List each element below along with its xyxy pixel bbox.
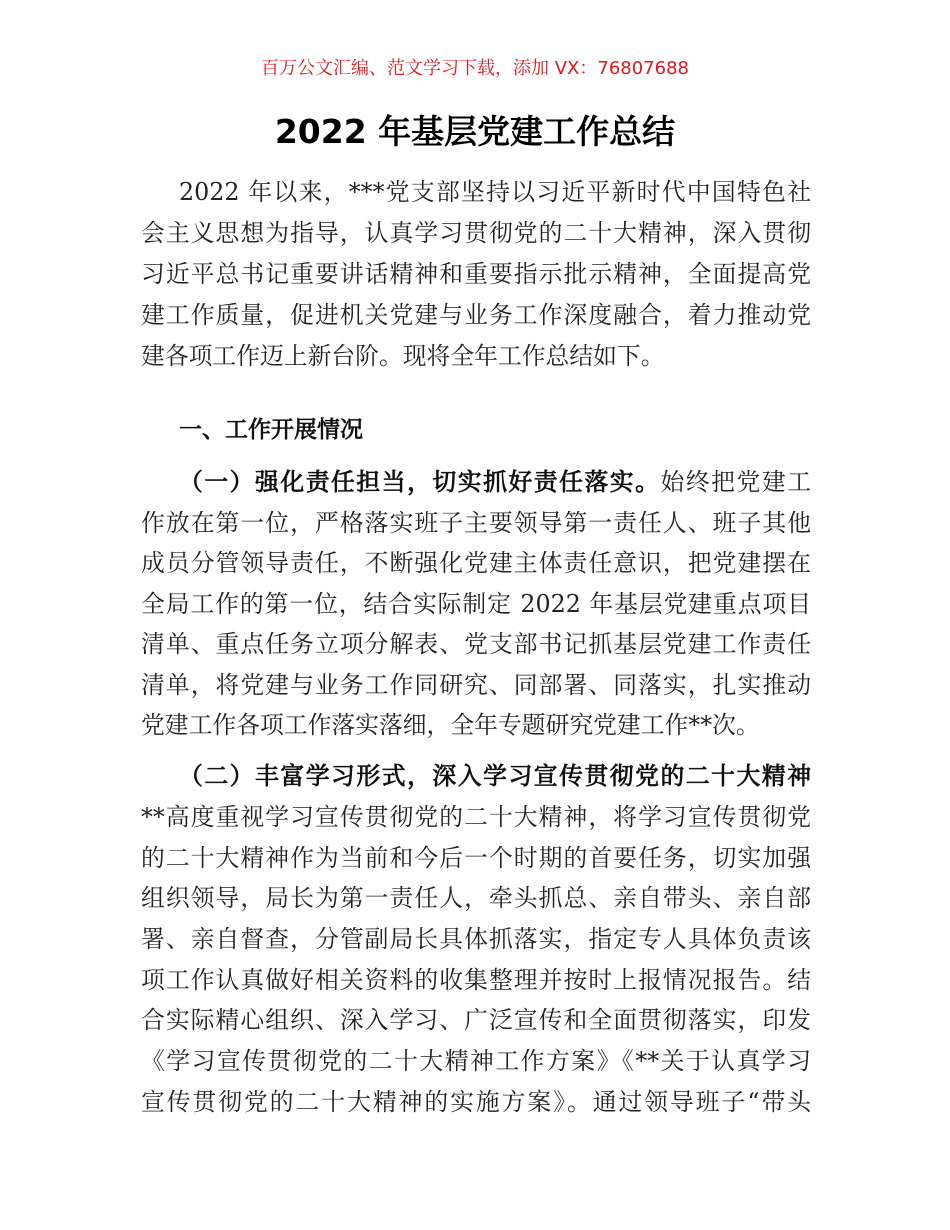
subsection-2-first-line — [179, 756, 811, 796]
subsection-1-heading: （一）强化责任担当，切实抓好责任落实。 — [179, 468, 661, 496]
intro-line: 习近平总书记重要讲话精神和重要指示批示精神，全面提高党 — [141, 260, 811, 288]
intro-line: 2022 年以来，***党支部坚持以习近平新时代中国特色社 — [179, 178, 811, 206]
subsection-2-line: 合实际精心组织、深入学习、广泛宣传和全面贯彻落实，印发 — [141, 1006, 811, 1034]
intro-line: 建各项工作迈上新台阶。现将全年工作总结如下。 — [141, 342, 665, 370]
subsection-1-line: 清单、重点任务立项分解表、党支部书记抓基层党建工作责任 — [141, 630, 811, 658]
subsection-1-first-line — [179, 462, 811, 502]
subsection-2-line: 的二十大精神作为当前和今后一个时期的首要任务，切实加强 — [141, 844, 811, 872]
subsection-2-line: **高度重视学习宣传贯彻党的二十大精神，将学习宣传贯彻党 — [141, 803, 811, 831]
promo-banner: 百万公文汇编、范文学习下载，添加 VX：76807688 — [261, 58, 689, 79]
subsection-2-line: 署、亲自督查，分管副局长具体抓落实，指定专人具体负责该 — [141, 925, 811, 953]
intro-line: 会主义思想为指导，认真学习贯彻党的二十大精神，深入贯彻 — [141, 219, 811, 247]
section-heading: 一、工作开展情况 — [179, 417, 363, 443]
document-title: 2022 年基层党建工作总结 — [274, 112, 676, 151]
subsection-2-line: 《学习宣传贯彻党的二十大精神工作方案》《**关于认真学习 — [141, 1047, 811, 1075]
subsection-1-lead-text: 始终把党建工 — [660, 468, 812, 496]
subsection-1-line: 成员分管领导责任，不断强化党建主体责任意识，把党建摆在 — [141, 549, 811, 577]
subsection-2-heading: （二）丰富学习形式，深入学习宣传贯彻党的二十大精神 — [179, 762, 811, 790]
subsection-1-line: 全局工作的第一位，结合实际制定 2022 年基层党建重点项目 — [141, 590, 811, 618]
subsection-2-line: 宣传贯彻党的二十大精神的实施方案》。通过领导班子“带头 — [141, 1088, 811, 1116]
subsection-2-line: 项工作认真做好相关资料的收集整理并按时上报情况报告。结 — [141, 966, 811, 994]
subsection-2-line: 组织领导，局长为第一责任人，牵头抓总、亲自带头、亲自部 — [141, 884, 811, 912]
subsection-1-line: 作放在第一位，严格落实班子主要领导第一责任人、班子其他 — [141, 509, 811, 537]
subsection-1-line: 清单，将党建与业务工作同研究、同部署、同落实，扎实推动 — [141, 671, 811, 699]
subsection-1-line: 党建工作各项工作落实落细，全年专题研究党建工作**次。 — [141, 711, 760, 739]
intro-line: 建工作质量，促进机关党建与业务工作深度融合，着力推动党 — [141, 301, 811, 329]
